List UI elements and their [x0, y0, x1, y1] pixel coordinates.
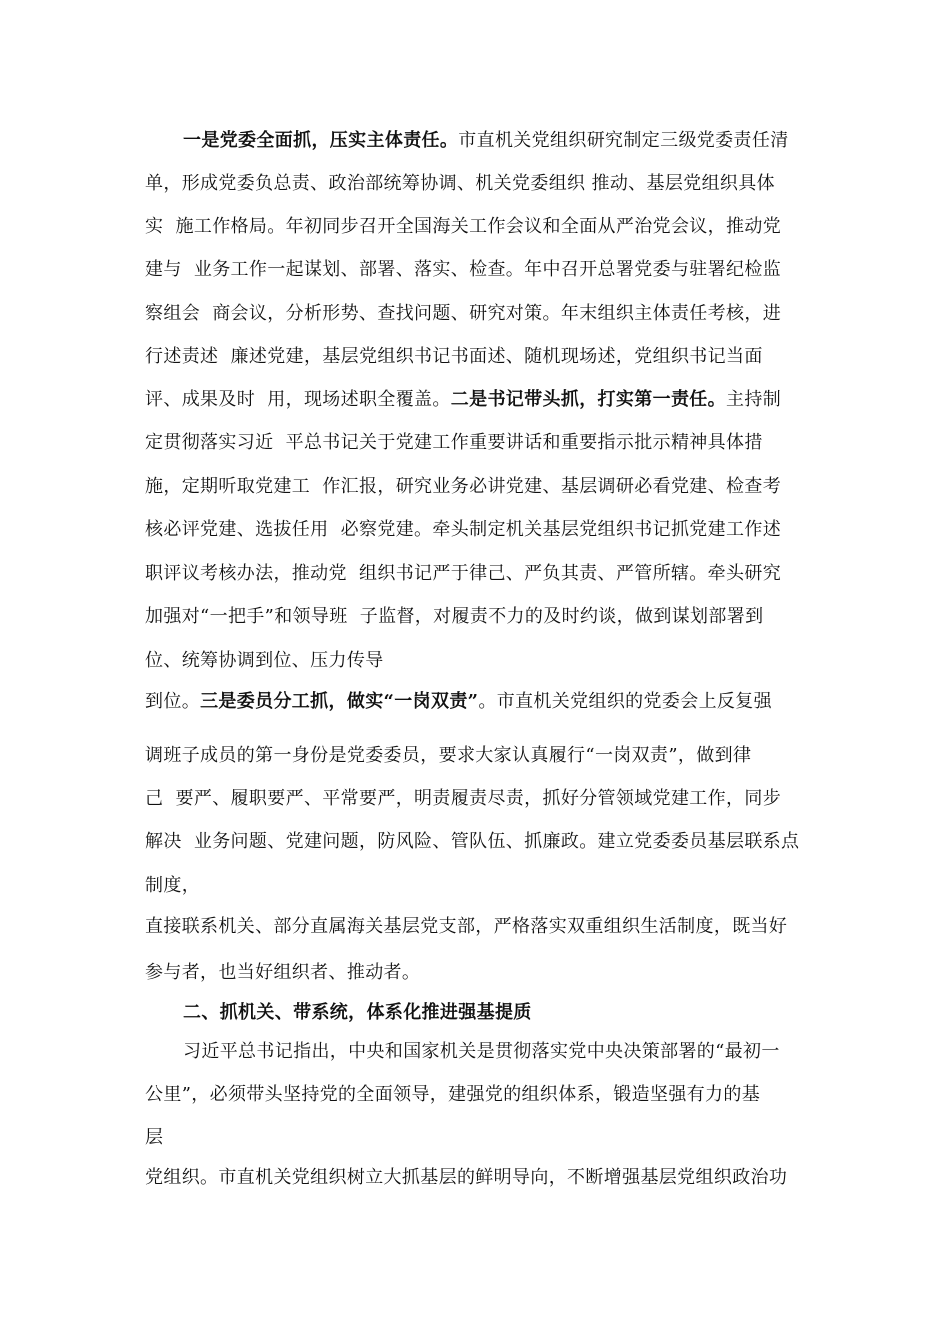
- text-line-6: 行述责述 廉述党建，基层党组织书记书面述、随机现场述，党组织书记当面: [145, 346, 763, 367]
- text-line-14: 到位。三是委员分工抓，做实“一岗双责”。市直机关党组织的党委会上反复强: [145, 691, 772, 712]
- text-line-3: 实 施工作格局。年初同步召开全国海关工作会议和全面从严治党会议，推动党: [145, 216, 782, 237]
- text-line-13: 位、统筹协调到位、压力传导: [145, 650, 384, 671]
- text-line-23: 公里”，必须带头坚持党的全面领导，建强党的组织体系，锻造坚强有力的基: [145, 1084, 761, 1105]
- section-heading: 二、抓机关、带系统，体系化推进强基提质: [183, 1002, 532, 1023]
- text-line-7: 评、成果及时 用，现场述职全覆盖。二是书记带头抓，打实第一责任。主持制: [145, 389, 782, 410]
- text-line-2: 单，形成党委负总责、政治部统筹协调、机关党委组织 推动、基层党组织具体: [145, 173, 775, 194]
- text-line-4: 建与 业务工作一起谋划、部署、落实、检查。年中召开总署党委与驻署纪检监: [145, 259, 782, 280]
- text-line-18: 制度，: [145, 875, 201, 896]
- text-line-12: 加强对“一把手”和领导班 子监督，对履责不力的及时约谈，做到谋划部署到: [145, 606, 764, 627]
- text-line-25: 党组织。市直机关党组织树立大抓基层的鲜明导向，不断增强基层党组织政治功: [145, 1167, 788, 1188]
- text-line-10: 核必评党建、选拔任用 必察党建。牵头制定机关基层党组织书记抓党建工作述: [145, 519, 782, 540]
- text-line-17: 解决 业务问题、党建问题，防风险、管队伍、抓廉政。建立党委委员基层联系点: [145, 831, 800, 852]
- text-line-24: 层: [145, 1127, 164, 1148]
- text-line-5: 察组会 商会议，分析形势、查找问题、研究对策。年末组织主体责任考核，进: [145, 303, 782, 324]
- bold-heading-1: 一是党委全面抓，压实主体责任。: [183, 130, 459, 151]
- text-line-19: 直接联系机关、部分直属海关基层党支部，严格落实双重组织生活制度，既当好: [145, 916, 788, 937]
- text-line-11: 职评议考核办法，推动党 组织书记严于律己、严负其责、严管所辖。牵头研究: [145, 563, 782, 584]
- text-line-1: 一是党委全面抓，压实主体责任。市直机关党组织研究制定三级党委责任清: [183, 130, 789, 151]
- text-line-16: 己 要严、履职要严、平常要严，明责履责尽责，抓好分管领域党建工作，同步: [145, 788, 782, 809]
- bold-heading-2: 二是书记带头抓，打实第一责任。: [450, 389, 726, 410]
- bold-heading-3: 三是委员分工抓，做实“一岗双责”: [200, 691, 479, 712]
- text-line-15: 调班子成员的第一身份是党委委员，要求大家认真履行“一岗双责”，做到律: [145, 745, 752, 766]
- text-line-22: 习近平总书记指出，中央和国家机关是贯彻落实党中央决策部署的“最初一: [183, 1041, 780, 1062]
- text-line-8: 定贯彻落实习近 平总书记关于党建工作重要讲话和重要指示批示精神具体措: [145, 432, 763, 453]
- text-line-20: 参与者，也当好组织者、推动者。: [145, 962, 421, 983]
- text-line-9: 施，定期听取党建工 作汇报，研究业务必讲党建、基层调研必看党建、检查考: [145, 476, 782, 497]
